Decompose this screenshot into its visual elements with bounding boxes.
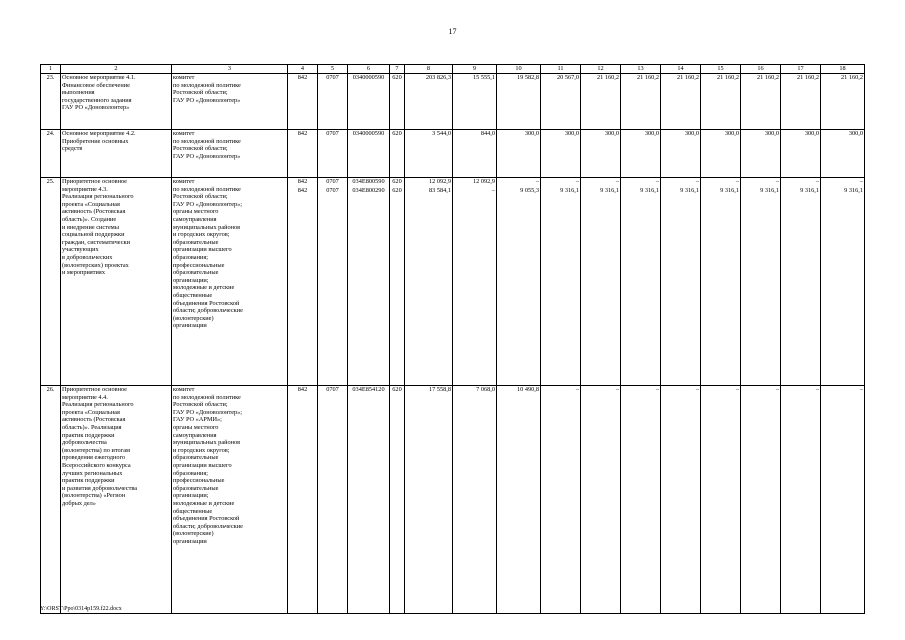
value-line: 12 092,9 xyxy=(428,178,451,185)
value-cell: 20 567,0 xyxy=(541,74,581,130)
value-line: – xyxy=(859,178,863,185)
value-cell: 0707 xyxy=(318,130,348,178)
value-line: – xyxy=(655,178,659,185)
value-line: – xyxy=(815,178,819,185)
value-line: 12 092,9 xyxy=(472,178,495,185)
header-cell: 17 xyxy=(781,65,821,74)
value-line: 83 584,1 xyxy=(428,187,451,194)
value-line: 0707 xyxy=(326,187,339,194)
header-cell: 8 xyxy=(405,65,453,74)
header-cell: 4 xyxy=(288,65,318,74)
header-cell: 6 xyxy=(348,65,390,74)
value-cell: 0707 xyxy=(318,74,348,130)
value-line: 842 xyxy=(297,178,308,185)
value-cell: – xyxy=(621,386,661,614)
value-line: 034E800590 xyxy=(352,178,385,185)
header-cell: 18 xyxy=(821,65,865,74)
value-cell: – xyxy=(701,386,741,614)
value-line: 034E800290 xyxy=(352,187,385,194)
value-cell: 21 160,2 xyxy=(781,74,821,130)
value-cell xyxy=(781,178,821,386)
value-line: 9 316,1 xyxy=(760,187,779,194)
value-line: – xyxy=(615,178,619,185)
value-cell: 620 xyxy=(390,386,405,614)
value-line: 9 316,1 xyxy=(600,187,619,194)
executor: комитет по молодежной политике Ростовской области; ГАУ РО «Доноволонтер» xyxy=(172,74,288,130)
value-cell xyxy=(581,178,621,386)
value-cell: 21 160,2 xyxy=(661,74,701,130)
value-cell: 21 160,2 xyxy=(821,74,865,130)
value-cell: 21 160,2 xyxy=(621,74,661,130)
header-cell: 11 xyxy=(541,65,581,74)
measure-name: Основное мероприятие 4.2. Приобретение основных средств xyxy=(61,130,172,178)
footer-file-path: Y:\ORST\Ppo\0314p159.f22.docx xyxy=(40,606,122,612)
value-cell: 300,0 xyxy=(781,130,821,178)
value-cell: – xyxy=(541,386,581,614)
header-cell: 14 xyxy=(661,65,701,74)
value-cell xyxy=(661,178,701,386)
value-line: – xyxy=(735,178,739,185)
value-cell: 7 068,0 xyxy=(453,386,497,614)
header-cell: 7 xyxy=(390,65,405,74)
value-line: 842 xyxy=(297,187,308,194)
value-cell: 300,0 xyxy=(821,130,865,178)
value-line: 9 316,1 xyxy=(844,187,863,194)
value-cell: 300,0 xyxy=(621,130,661,178)
value-cell: – xyxy=(741,386,781,614)
value-cell xyxy=(348,178,390,386)
value-cell xyxy=(741,178,781,386)
budget-table xyxy=(40,64,865,614)
table-row xyxy=(41,74,865,130)
value-cell: 21 160,2 xyxy=(741,74,781,130)
value-cell: 0340000590 xyxy=(348,130,390,178)
value-cell xyxy=(318,178,348,386)
value-line: – xyxy=(695,178,699,185)
header-cell: 5 xyxy=(318,65,348,74)
value-cell: 842 xyxy=(288,74,318,130)
value-cell: 21 160,2 xyxy=(581,74,621,130)
measure-name: Приоритетное основное мероприятие 4.3. Реализация регионального проекта «Социальная активность (Ростовская область)». Создание и внедрение системы социальной поддержки граждан, систематически участвующих в добровольческих (волонтерских) проектах и мероприятиях xyxy=(61,178,172,386)
value-cell: 0707 xyxy=(318,386,348,614)
header-cell: 12 xyxy=(581,65,621,74)
value-cell: 21 160,2 xyxy=(701,74,741,130)
executor: комитет по молодежной политике Ростовской области; ГАУ РО «Доноволонтер»; ГАУ РО «АРМИ»; органы местного самоуправления муниципальных районов и городских округов; образовательные организации высшего образования; профессиональные образовательные организации; молодежные и детские общественные объединения Ростовской области; добровольческие (волонтерские) организации xyxy=(172,386,288,614)
table-row xyxy=(41,386,865,614)
row-number: 23. xyxy=(41,74,61,130)
value-line: 9 055,3 xyxy=(520,187,539,194)
value-cell: 17 558,8 xyxy=(405,386,453,614)
value-cell: 203 826,3 xyxy=(405,74,453,130)
value-cell: 842 xyxy=(288,130,318,178)
value-cell: 19 582,8 xyxy=(497,74,541,130)
value-cell: – xyxy=(781,386,821,614)
value-cell: – xyxy=(581,386,621,614)
executor: комитет по молодежной политике Ростовской области; ГАУ РО «Доноволонтер»; органы местного самоуправления муниципальных районов и городских округов; образовательные организации высшего образования; профессиональные образовательные организации; молодежные и детские общественные объединения Ростовской области; добровольческие (волонтерские) организации xyxy=(172,178,288,386)
value-cell: 0340000590 xyxy=(348,74,390,130)
value-line: – xyxy=(535,178,539,185)
value-cell: 300,0 xyxy=(581,130,621,178)
value-line: 620 xyxy=(392,187,402,194)
measure-name: Основное мероприятие 4.1. Финансовое обеспечение выполнения государственного задания ГАУ РО «Доноволонтер» xyxy=(61,74,172,130)
value-cell xyxy=(288,178,318,386)
value-cell: 842 xyxy=(288,386,318,614)
value-cell: 10 490,8 xyxy=(497,386,541,614)
value-cell xyxy=(701,178,741,386)
value-line: 9 316,1 xyxy=(720,187,739,194)
value-line: – xyxy=(575,178,579,185)
value-cell: 620 xyxy=(390,130,405,178)
row-number: 26. xyxy=(41,386,61,614)
value-cell: 300,0 xyxy=(497,130,541,178)
header-cell: 3 xyxy=(172,65,288,74)
value-cell: 034E854120 xyxy=(348,386,390,614)
value-cell: 844,0 xyxy=(453,130,497,178)
value-cell: 300,0 xyxy=(741,130,781,178)
value-cell: 300,0 xyxy=(661,130,701,178)
value-cell: 3 544,0 xyxy=(405,130,453,178)
value-cell xyxy=(621,178,661,386)
value-line: – xyxy=(775,178,779,185)
value-cell xyxy=(453,178,497,386)
header-row xyxy=(41,65,865,74)
value-cell xyxy=(541,178,581,386)
page-number: 17 xyxy=(448,27,457,36)
table-row xyxy=(41,178,865,386)
table-row xyxy=(41,130,865,178)
header-cell: 16 xyxy=(741,65,781,74)
row-number: 24. xyxy=(41,130,61,178)
header-cell: 13 xyxy=(621,65,661,74)
value-line: 9 316,1 xyxy=(560,187,579,194)
value-cell: 300,0 xyxy=(701,130,741,178)
value-cell xyxy=(497,178,541,386)
value-cell xyxy=(390,178,405,386)
header-cell: 1 xyxy=(41,65,61,74)
value-line: 620 xyxy=(392,178,402,185)
header-cell: 10 xyxy=(497,65,541,74)
value-line: 9 316,1 xyxy=(800,187,819,194)
measure-name: Приоритетное основное мероприятие 4.4. Реализация регионального проекта «Социальная активность (Ростовская область)». Реализация практик поддержки добровольчества (волонтерства) по итогам проведения ежегодного Всероссийского конкурса лучших региональных практик поддержки и развития добровольчества (волонтерства) «Регион добрых дел» xyxy=(61,386,172,614)
value-line: 9 316,1 xyxy=(680,187,699,194)
value-cell: 15 555,1 xyxy=(453,74,497,130)
value-line: – xyxy=(491,187,495,194)
value-cell: 300,0 xyxy=(541,130,581,178)
value-cell xyxy=(821,178,865,386)
value-cell: – xyxy=(821,386,865,614)
value-cell: 620 xyxy=(390,74,405,130)
row-number: 25. xyxy=(41,178,61,386)
executor: комитет по молодежной политике Ростовской области; ГАУ РО «Доноволонтер» xyxy=(172,130,288,178)
value-cell xyxy=(405,178,453,386)
value-line: 0707 xyxy=(326,178,339,185)
value-cell: – xyxy=(661,386,701,614)
header-cell: 15 xyxy=(701,65,741,74)
value-line: 9 316,1 xyxy=(640,187,659,194)
header-cell: 2 xyxy=(61,65,172,74)
header-cell: 9 xyxy=(453,65,497,74)
